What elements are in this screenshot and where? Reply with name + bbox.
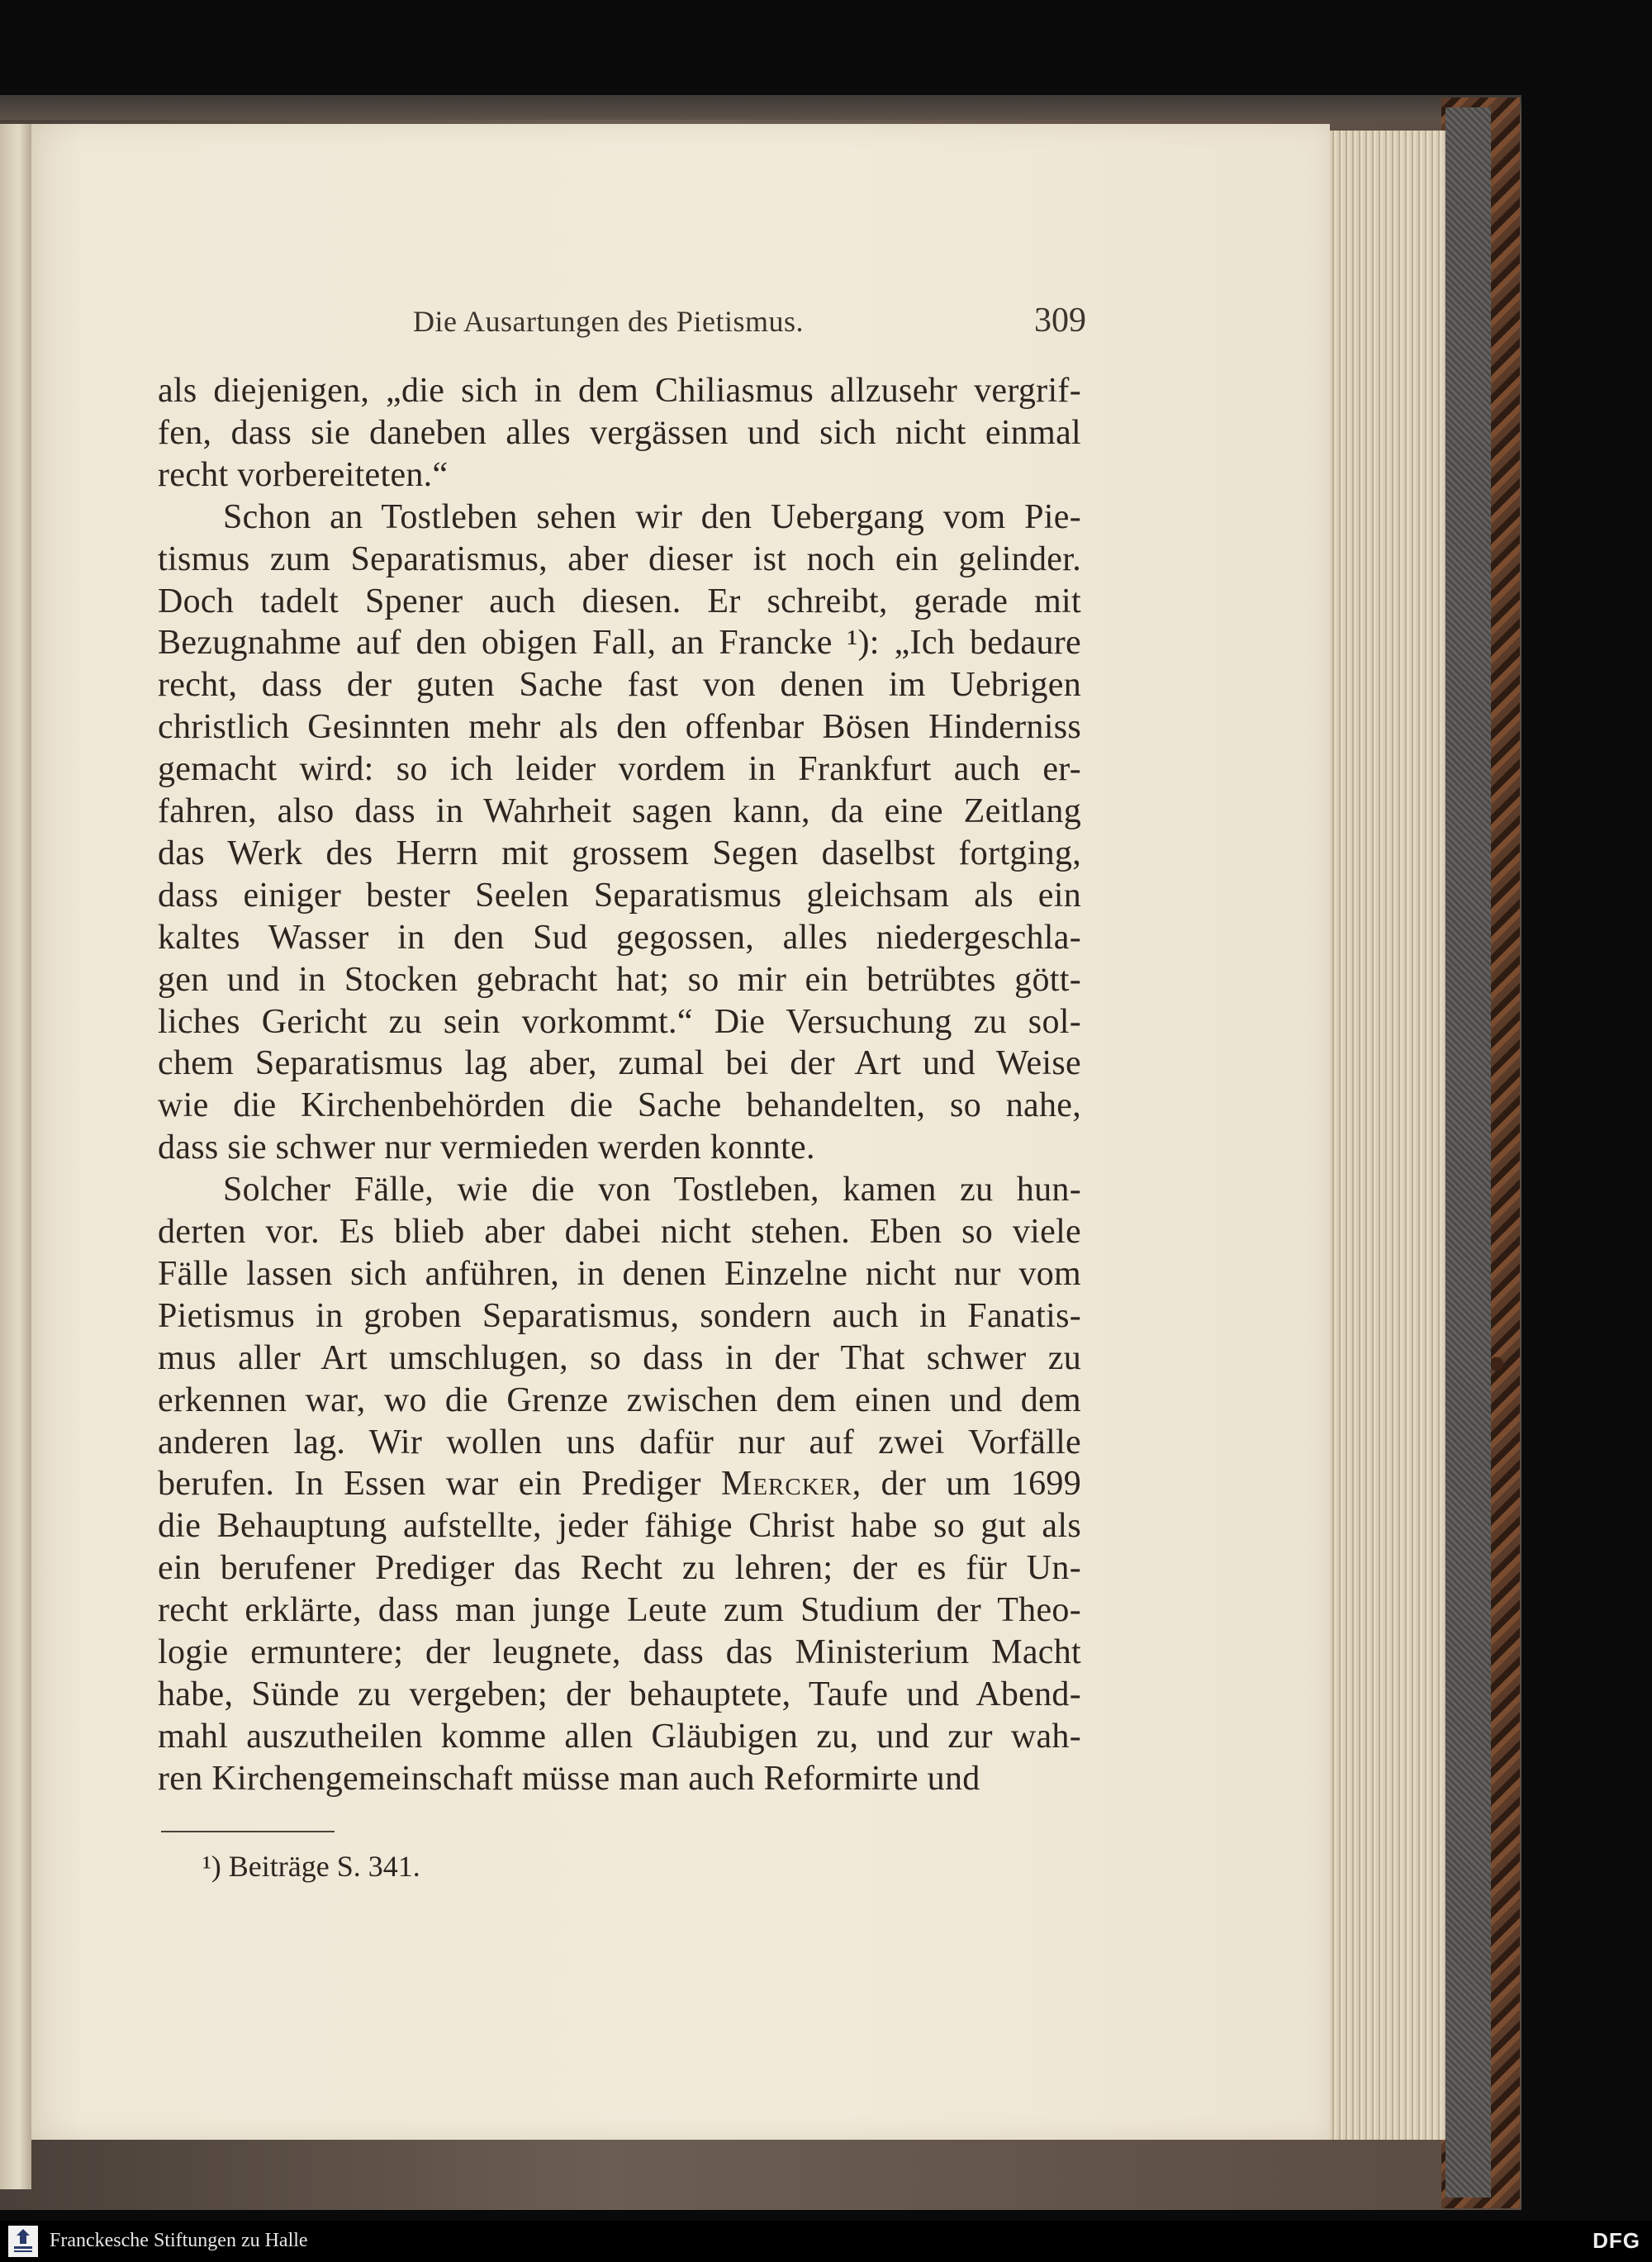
text-line: anderen lag. Wir wollen uns dafür nur auf zwei Vorfälle	[158, 1423, 1081, 1461]
text-line: gemacht wird: so ich leider vordem in Frankfurt auch er-	[158, 750, 1081, 788]
text-line: Solcher Fälle, wie die von Tostleben, kamen zu hun-	[223, 1171, 1081, 1209]
name-small-caps: Mercker	[720, 1465, 852, 1503]
text-line: habe, Sünde zu vergeben; der behauptete, Taufe und Abend-	[158, 1675, 1081, 1713]
footnote: ¹) Beiträge S. 341.	[202, 1850, 420, 1883]
footnote-rule	[161, 1831, 335, 1832]
text-line: fen, dass sie daneben alles vergässen und sich nicht einmal	[158, 414, 1081, 452]
left-page-edge	[0, 124, 31, 2189]
cloth-binding	[1446, 107, 1491, 2198]
text-line: Bezugnahme auf den obigen Fall, an Francke ¹): „Ich bedaure	[158, 624, 1081, 662]
text-line: liches Gericht zu sein vorkommt.“ Die Versuchung zu sol-	[158, 1003, 1081, 1041]
text-line: gen und in Stocken gebracht hat; so mir ein betrübtes gött-	[158, 961, 1081, 999]
page-block-edges	[1330, 131, 1446, 2140]
text-line: logie ermuntere; der leugnete, dass das Ministerium Macht	[158, 1633, 1081, 1671]
text-line: das Werk des Herrn mit grossem Segen daselbst fortging,	[158, 834, 1081, 872]
text-line: recht, dass der guten Sache fast von denen im Uebrigen	[158, 666, 1081, 704]
text-line: recht erklärte, dass man junge Leute zum Studium der Theo-	[158, 1591, 1081, 1629]
text-line: Pietismus in groben Separatismus, sondern auch in Fanatis-	[158, 1297, 1081, 1335]
text-line: Doch tadelt Spener auch diesen. Er schreibt, gerade mit	[158, 582, 1081, 620]
text-line: Schon an Tostleben sehen wir den Uebergang vom Pie-	[223, 498, 1081, 536]
text-line: fahren, also dass in Wahrheit sagen kann, da eine Zeitlang	[158, 792, 1081, 830]
text-line: dass sie schwer nur vermieden werden konnte.	[158, 1129, 815, 1167]
text-line: mus aller Art umschlugen, so dass in der That schwer zu	[158, 1339, 1081, 1377]
text-line: chem Separatismus lag aber, zumal bei der Art und Weise	[158, 1044, 1081, 1082]
text-line: dass einiger bester Seelen Separatismus gleichsam als ein	[158, 877, 1081, 915]
book-cover-top-edge	[0, 95, 1521, 120]
text-line: Fälle lassen sich anführen, in denen Einzelne nicht nur vom	[158, 1255, 1081, 1293]
text-line: ein berufener Prediger das Recht zu lehren; der es für Un-	[158, 1549, 1081, 1587]
text-line: kaltes Wasser in den Sud gegossen, alles niedergeschla-	[158, 919, 1081, 957]
dfg-logo: DFG	[1593, 2228, 1640, 2253]
footer-institution: Franckesche Stiftungen zu Halle	[50, 2230, 308, 2251]
text-line: die Behauptung aufstellte, jeder fähige Christ habe so gut als	[158, 1507, 1081, 1545]
text-line: erkennen war, wo die Grenze zwischen dem einen und dem	[158, 1381, 1081, 1419]
text-line: berufen. In Essen war ein Prediger Mercker, der um 1699	[158, 1465, 1082, 1503]
institution-logo	[8, 2226, 38, 2257]
running-head: Die Ausartungen des Pietismus.	[413, 305, 804, 338]
text-line: ren Kirchengemeinschaft müsse man auch Reformirte und	[158, 1760, 980, 1798]
text-line: wie die Kirchenbehörden die Sache behandelten, so nahe,	[158, 1086, 1081, 1124]
text-line: recht vorbereiteten.“	[158, 456, 449, 494]
text-line: christlich Gesinnten mehr als den offenbar Bösen Hinderniss	[158, 708, 1081, 746]
text-line: mahl auszutheilen komme allen Gläubigen zu, und zur wah-	[158, 1718, 1081, 1756]
text-line: derten vor. Es blieb aber dabei nicht stehen. Eben so viele	[158, 1213, 1081, 1251]
text-line: als diejenigen, „die sich in dem Chiliasmus allzusehr vergrif-	[158, 372, 1081, 410]
page-number: 309	[1034, 302, 1086, 340]
text-line: tismus zum Separatismus, aber dieser ist noch ein gelinder.	[158, 540, 1081, 578]
